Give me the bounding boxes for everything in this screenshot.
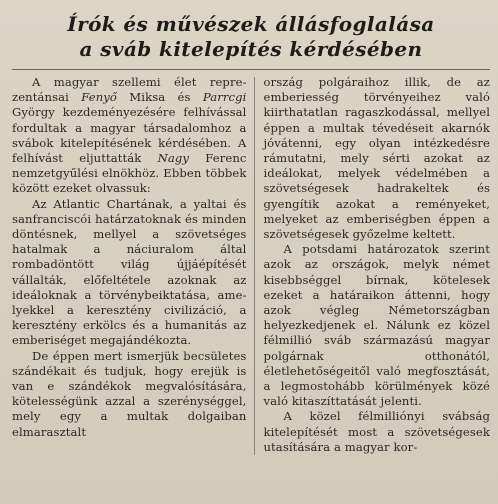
headline	[12, 12, 490, 62]
text-run: A magyar szellemi élet reprezentánsai	[12, 75, 247, 105]
right-column	[255, 75, 490, 455]
left-paragraph-2: Az Atlantic Chartának, a yaltai és sanfranciscói határzatoknak és minden döntésnek, mellyel a szövetséges hatalmak a náciuralom által rombadöntött világ újjáépítését vállalták, előfeltétele azoknak az ideáloknak a törvénybeiktatása, amelyekkel a keresztény civilizáció, a keresztény erkölcs és a humanitás az emberiséget megajándékozta.	[12, 196, 247, 348]
name-fenyo: Fenyő	[81, 90, 118, 105]
headline-rule	[12, 69, 490, 70]
text-run: Miksa és	[117, 90, 203, 105]
text-run: György kezdeményezésére felhívással fordultak a magyar társadalomhoz a svábok kitelepítésének kérdésében. A felhívást eljuttatták	[12, 105, 247, 166]
name-nagy: Nagy	[157, 151, 190, 166]
headline-line-1: Írók és művészek állásfoglalása	[67, 12, 435, 36]
text-run: Ferenc nemzetgyűlési elnökhöz. Ebben többek között ezeket olvassuk:	[12, 151, 247, 196]
name-parragi: Parrcgi	[202, 90, 247, 105]
left-column	[12, 75, 254, 440]
left-paragraph-1	[12, 75, 246, 197]
right-paragraph-2: A potsdami határozatok szerint azok az országok, melyk német kisebbséggel bírnak, kötelesek ezeket a határaikon áttenni, hogy azok végleg Németországban helyezkedjenek el. Nálunk ez közel félmillió sváb származású magyar polgárnak otthonától, életlehetőségeitől való megfosztását, a legmostohább körülmények közé való kitaszíttatását jelenti.	[263, 242, 491, 409]
left-paragraph-3: De éppen mert ismerjük becsületes szándékait és tudjuk, hogy erejük is van e szándékok megvalósítására, kötelességünk azzal a szerénységgel, mely egy a multak dolgaiban elmarasztalt	[12, 348, 247, 439]
right-paragraph-3: A közel félmilliónyi svábság kitelepítését most a szövetségesek utasítására a magyar kor-	[263, 409, 491, 454]
article-columns	[12, 75, 490, 455]
right-paragraph-1: ország polgáraihoz illik, de az emberiesség törvényeihez való kiirthatatlan ragaszkodással, mellyel éppen a multak tévedéseit akarnók jóvátenni, egy olyan intézkedésre rámutatni, mely sérti azokat az ideálokat, melyek védelmében a szövetségesek hadrakeltek és gyengítik azokat a reményeket, melyeket az emberiségben éppen a szövetségesek győzelme keltett.	[263, 75, 491, 242]
headline-line-2: a sváb kitelepítés kérdésében	[79, 37, 423, 61]
